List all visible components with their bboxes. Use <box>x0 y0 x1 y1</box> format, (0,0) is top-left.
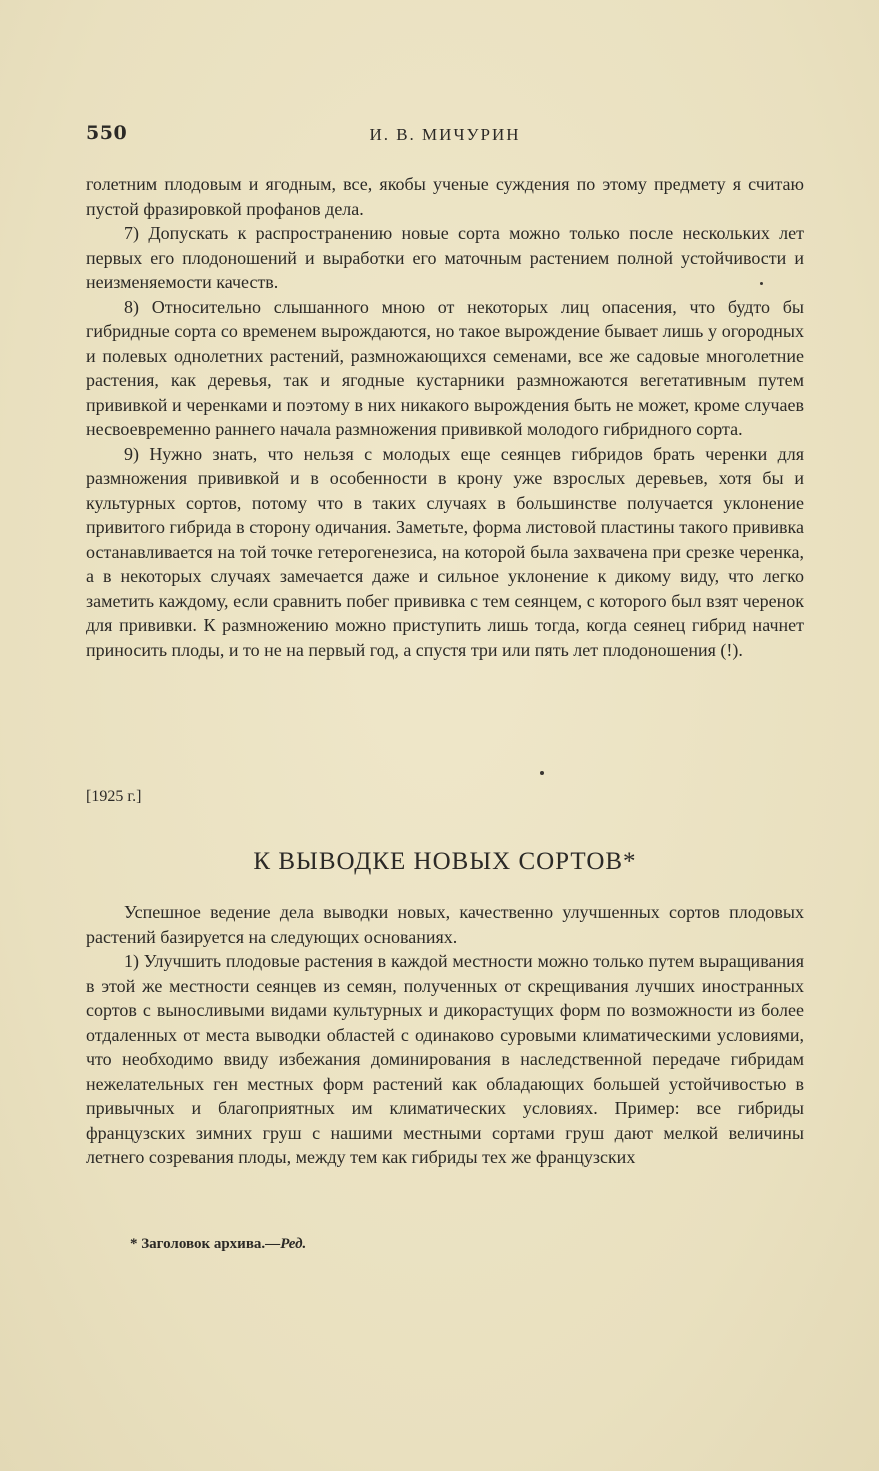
page-number: 550 <box>86 122 128 144</box>
paragraph-7: 7) Допускать к распространению новые сорта можно только после нескольких лет первых его плодоношений и выработки его маточным растением полной устойчивости и неизменяемости качеств. <box>86 223 804 292</box>
running-head: И. В. МИЧУРИН <box>369 125 521 144</box>
paragraph-continued: голетним плодовым и ягодным, все, якобы ученые суждения по этому предмету я считаю пустой фразировкой профанов дела. <box>86 174 804 219</box>
section2-text <box>86 900 804 1170</box>
print-speck <box>760 282 763 285</box>
paragraph-9: 9) Нужно знать, что нельзя с молодых еще сеянцев гибридов брать черенки для размножения прививкой и в особенности в крону уже взрослых деревьев, хотя бы и культурных сортов, потому что в таких случаях в большинстве получается уклонение привитого гибрида в сторону одичания. Заметьте, форма листовой пластины такого прививка останавливается на той точке гетерогенезиса, на которой была захвачена при срезке черенка, а в некоторых случаях замечается даже и сильное уклонение к дикому виду, что легко заметить каждому, если сравнить побег прививка с тем сеянцем, с которого был взят черенок для прививки. К размножению можно приступить лишь тогда, когда сеянец гибрид начнет приносить плоды, и то не на первый год, а спустя три или пять лет плодоношения (!). <box>86 443 804 660</box>
paragraph-intro: Успешное ведение дела выводки новых, качественно улучшенных сортов плодовых растений базируется на следующих основаниях. <box>86 902 804 947</box>
section-title: К ВЫВОДКЕ НОВЫХ СОРТОВ* <box>253 848 637 875</box>
section1-date: [1925 г.] <box>86 788 142 805</box>
paragraph-8: 8) Относительно слышанного мною от некоторых лиц опасения, что будто бы гибридные сорта со временем вырождаются, но такое вырождение бывает лишь у огородных и полевых однолетних растений, размножающихся семенами, все же садовые многолетние растения, как деревья, так и ягодные кустарники размножаются вегетативным путем прививкой и черенками и поэтому в них никакого вырождения быть не может, кроме случаев несвоевременно раннего начала размножения прививкой молодого гибридного сорта. <box>86 296 804 439</box>
section1-text <box>86 172 804 662</box>
footnote-text: * Заголовок архива.— <box>130 1236 281 1252</box>
page-header <box>86 122 804 152</box>
footnote <box>130 1236 306 1253</box>
print-speck <box>540 771 544 775</box>
footnote-editor-mark: Ред. <box>280 1236 307 1252</box>
paragraph-1: 1) Улучшить плодовые растения в каждой местности можно только путем выращивания в этой же местности сеянцев из семян, полученных от скрещивания лучших иностранных сортов с выносливыми видами культурных и дикорастущих форм по возможности из более отдаленных от места выводки областей с одинаково суровыми климатическими условиями, что необходимо ввиду избежания доминирования в наследственной передаче гибридам нежелательных ген местных форм растений как обладающих большей устойчивостью в привычных и благоприятных им климатических условиях. Пример: все гибриды французских зимних груш с нашими местными сортами груш дают мелкой величины летнего созревания плоды, между тем как гибриды тех же французских <box>86 951 804 1167</box>
